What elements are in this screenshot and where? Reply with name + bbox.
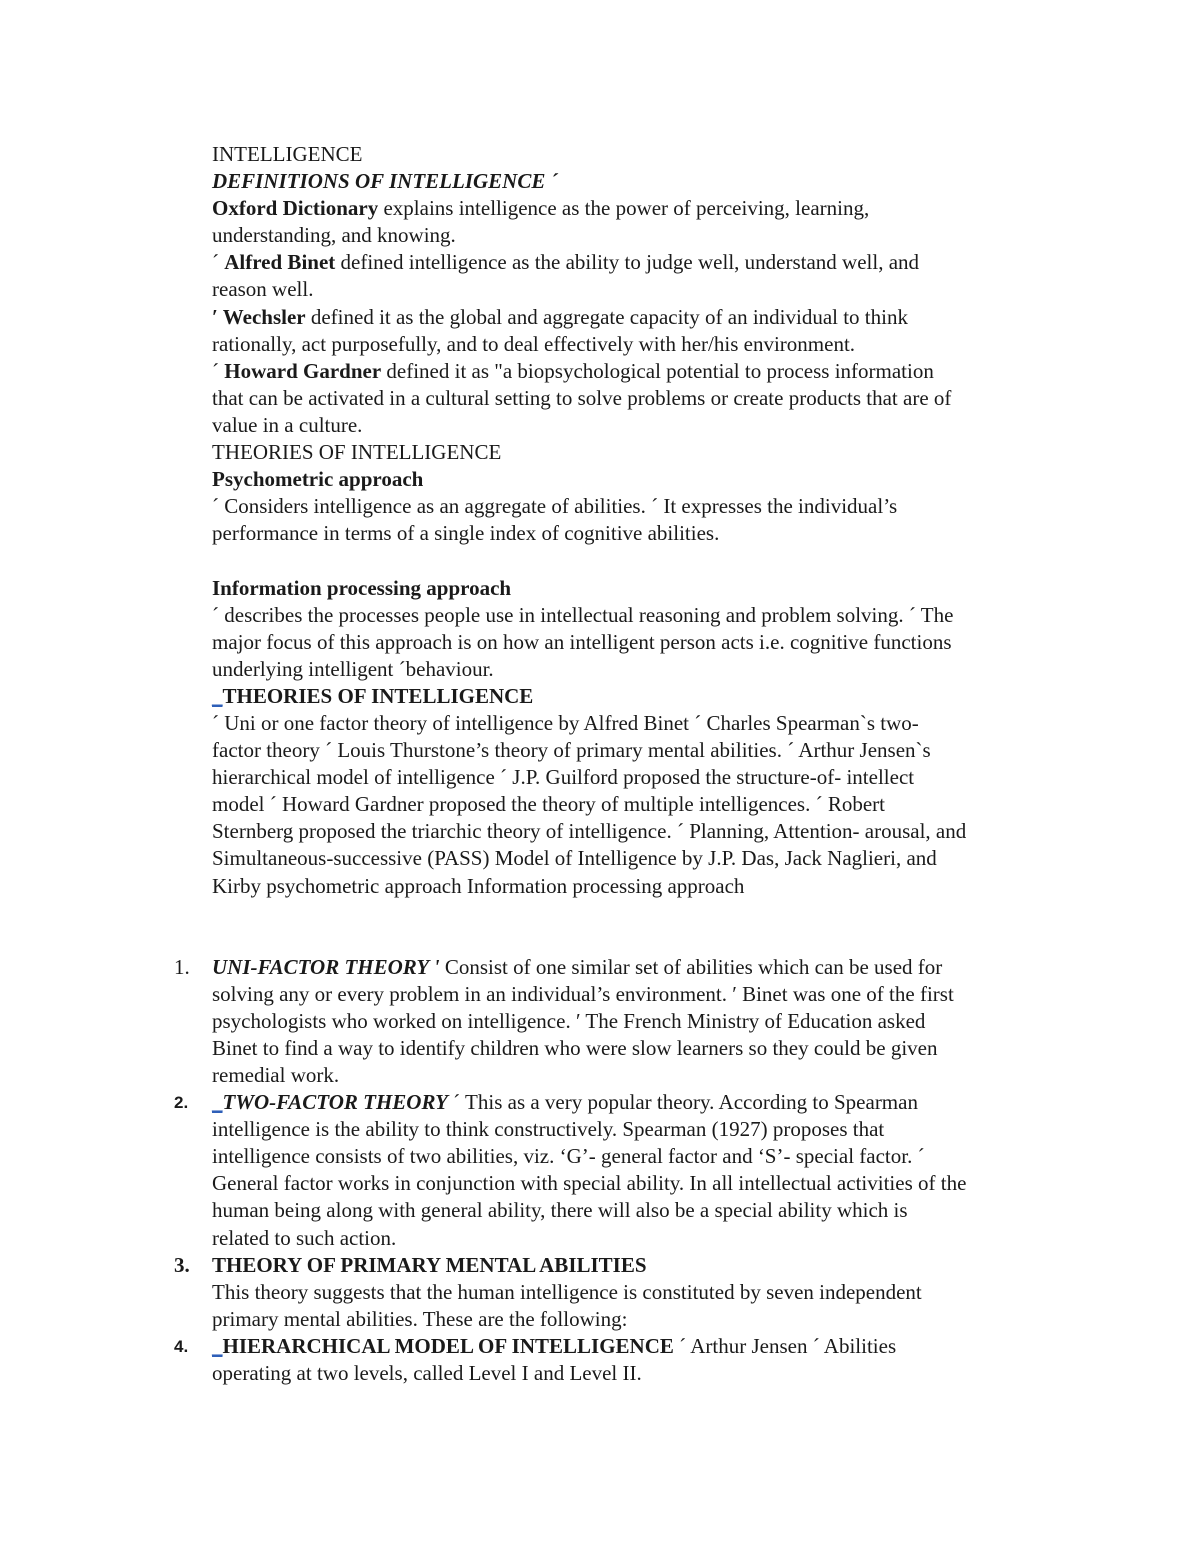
- paragraph-line: ´ Considers intelligence as an aggregate of abilities. ´ It expresses the individual’s: [212, 494, 898, 519]
- paragraph-line: ´ describes the processes people use in intellectual reasoning and problem solving. ´ The: [212, 602, 954, 627]
- list-item-title: THEORY OF PRIMARY MENTAL ABILITIES: [212, 1252, 647, 1277]
- definition-gardner: ´ Howard Gardner defined it as "a biopsychological potential to process information that can be activated in a cultural setting to solve problems or create products that are of value in a culture.: [212, 358, 952, 437]
- definition-oxford: Oxford Dictionary explains intelligence as the power of perceiving, learning, understanding, and knowing.: [212, 196, 870, 248]
- blank-line: [212, 547, 1072, 574]
- definition-source-name: Oxford Dictionary: [212, 196, 379, 221]
- definitions-heading: DEFINITIONS OF INTELLIGENCE ´: [212, 169, 558, 194]
- paragraph-line: factor theory ´ Louis Thurstone’s theory of primary mental abilities. ´ Arthur Jensen`s: [212, 738, 931, 763]
- numbered-list: [174, 954, 1072, 1388]
- psychometric-heading: Psychometric approach: [212, 467, 424, 492]
- placeholder-mark: _: [212, 683, 223, 708]
- placeholder-mark: _: [212, 1090, 223, 1115]
- list-number: 4.: [174, 1336, 189, 1356]
- list-number: 3.: [174, 1252, 190, 1277]
- definition-source-name: Wechsler: [222, 304, 306, 329]
- information-processing-heading: Information processing approach: [212, 575, 512, 600]
- definition-wechsler: ʹ Wechsler defined it as the global and aggregate capacity of an individual to think rationally, act purposefully, and to deal effectively with her/his environment.: [212, 304, 908, 356]
- theories-list-section: [212, 683, 1072, 900]
- paragraph-line: Kirby psychometric approach Information processing approach: [212, 873, 745, 898]
- document-page: [174, 141, 1072, 1387]
- document-title: INTELLIGENCE: [212, 142, 363, 166]
- paragraph-line: model ´ Howard Gardner proposed the theory of multiple intelligences. ´ Robert: [212, 792, 885, 817]
- paragraph-line: performance in terms of a single index of cognitive abilities.: [212, 521, 720, 546]
- paragraph-line: Simultaneous-successive (PASS) Model of Intelligence by J.P. Das, Jack Naglieri, and: [212, 846, 937, 871]
- paragraph-line: ´ Uni or one factor theory of intelligence by Alfred Binet ´ Charles Spearman`s two-: [212, 710, 919, 735]
- definition-source-name: Alfred Binet: [224, 250, 336, 275]
- list-number: 2.: [174, 1093, 189, 1113]
- list-number: 1.: [174, 954, 190, 979]
- paragraph-line: underlying intelligent ´behaviour.: [212, 656, 494, 681]
- list-item-hierarchical-model: 4. _HIERARCHICAL MODEL OF INTELLIGENCE ´ Arthur Jensen ´ Abilities operating at two levels, called Level I and Level II.: [174, 1333, 897, 1386]
- list-item-title: HIERARCHICAL MODEL OF INTELLIGENCE: [222, 1333, 674, 1358]
- definition-source-name: Howard Gardner: [224, 358, 382, 383]
- theories-heading: THEORIES OF INTELLIGENCE: [212, 440, 502, 465]
- paragraph-line: hierarchical model of intelligence ´ J.P. Guilford proposed the structure-of- intellect: [212, 765, 915, 790]
- list-item-title: TWO-FACTOR THEORY: [222, 1090, 448, 1115]
- psychometric-section: [212, 466, 1072, 547]
- paragraph-line: major focus of this approach is on how an intelligent person acts i.e. cognitive functions: [212, 629, 952, 654]
- list-item-uni-factor: 1. UNI-FACTOR THEORY ʹ Consist of one similar set of abilities which can be used for solving any or every problem in an individual’s environment. ʹ Binet was one of the first psychologists who worked on intelligence. ʹ The French Ministry of Education asked Binet to find a way to identify children who were slow learners so they could be given remedial work.: [174, 954, 954, 1087]
- list-item-title: UNI-FACTOR THEORY ʹ: [212, 954, 440, 979]
- list-item-two-factor: 2. _TWO-FACTOR THEORY ´ This as a very popular theory. According to Spearman intelligence is the ability to think constructively. Spearman (1927) proposes that intelligence consists of two abilities, viz. ‘G’- general factor and ‘S’- special factor. ´ General factor works in conjunction with special ability. In all intellectual activities of the human being along with general ability, there will also be a special ability which is related to such action.: [174, 1090, 967, 1250]
- definition-binet: ´ Alfred Binet defined intelligence as the ability to judge well, understand well, and reason well.: [212, 250, 920, 302]
- list-item-primary-mental-abilities: 3. THEORY OF PRIMARY MENTAL ABILITIES This theory suggests that the human intelligence is constituted by seven independent primary mental abilities. These are the following:: [212, 1252, 1072, 1333]
- information-processing-section: [212, 575, 1072, 683]
- paragraph-line: Sternberg proposed the triarchic theory of intelligence. ´ Planning, Attention- arousal, and: [212, 819, 967, 844]
- theories-list-heading: _THEORIES OF INTELLIGENCE: [212, 683, 534, 708]
- placeholder-mark: _: [212, 1333, 223, 1358]
- blank-line: [212, 900, 1072, 954]
